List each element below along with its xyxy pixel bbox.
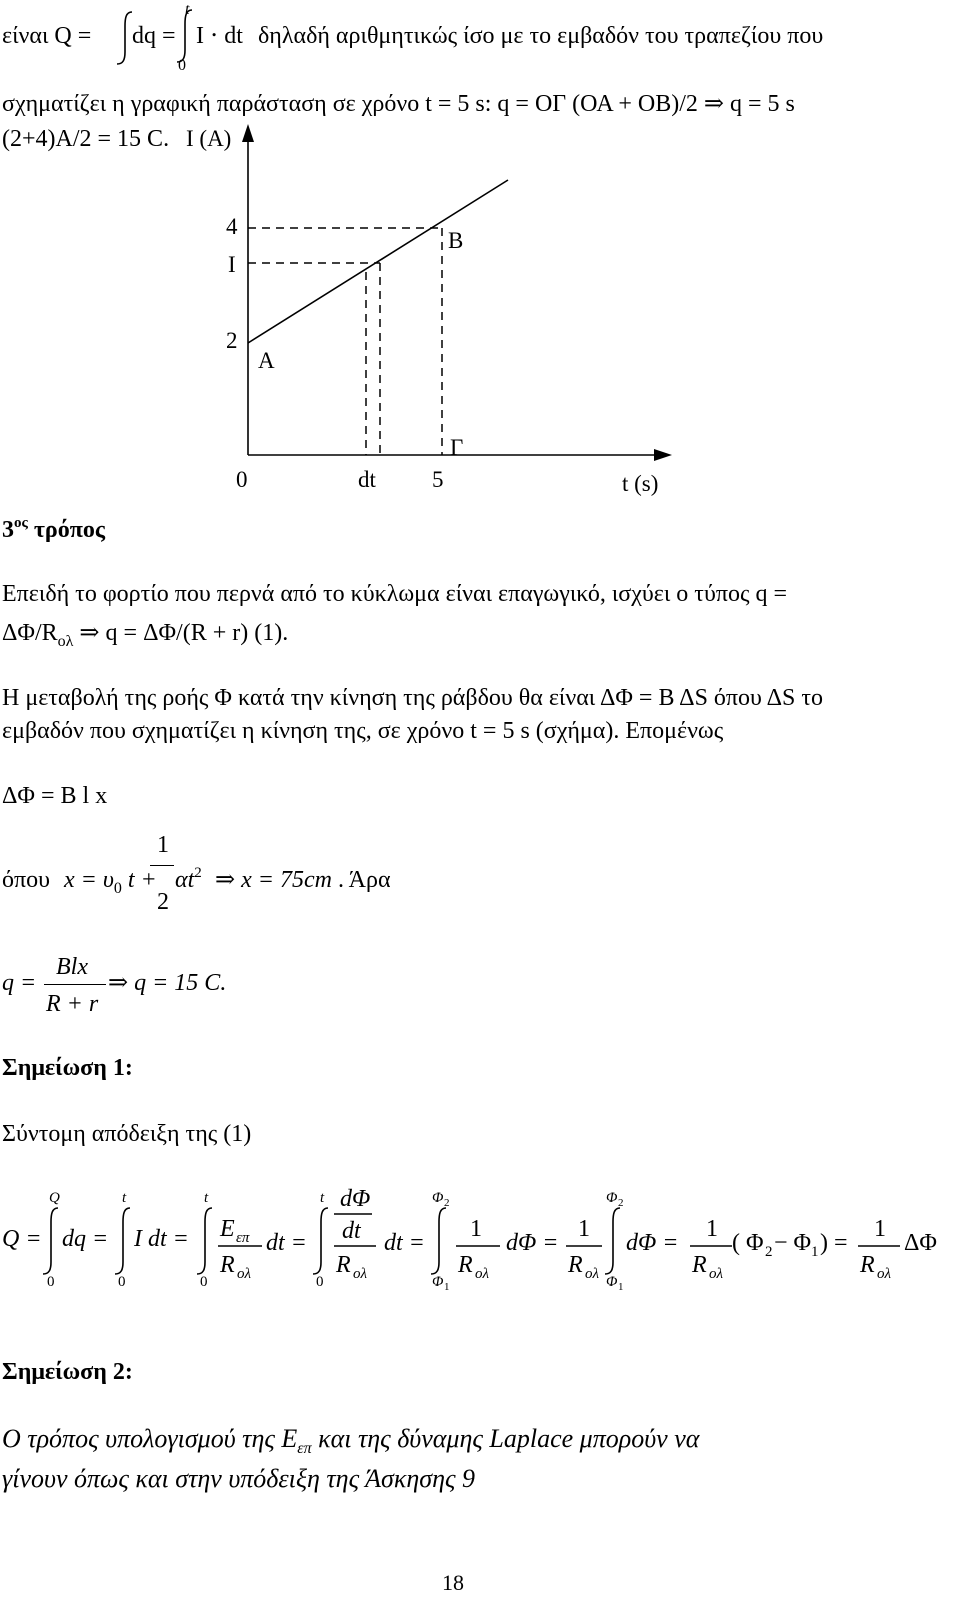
eq-x-lhs-text: x = υ	[64, 867, 114, 893]
proof-int4-lower: 0	[316, 1274, 324, 1290]
eq-x-suffix: . Άρα	[338, 867, 391, 893]
proof-DPhi: ΔΦ	[904, 1230, 937, 1256]
eq-x-prefix: όπου	[2, 867, 50, 893]
proof-R-6-sub: ολ	[877, 1266, 891, 1282]
eq-x-t: t +	[127, 867, 157, 893]
x-tick-dt: dt	[358, 467, 376, 492]
proof-dPhi-1: dΦ =	[506, 1230, 559, 1256]
eq-x-at: αt	[175, 867, 195, 893]
eq-x-frac-bar	[150, 865, 174, 866]
eq-x-result: ⇒ x = 75cm	[215, 867, 332, 893]
proof-Q: Q =	[2, 1226, 42, 1252]
integral-lower-0: 0	[178, 57, 186, 74]
proof-R-1: R	[220, 1252, 235, 1278]
intro-line-3: (2+4)A/2 = 15 C.	[2, 126, 170, 152]
proof-int5-lower: Φ	[432, 1274, 444, 1290]
point-G-label: Γ	[450, 435, 464, 460]
proof-R-3-sub: ολ	[475, 1266, 489, 1282]
y-axis-arrow	[242, 124, 254, 142]
eq-x-t-sup: 2	[194, 865, 202, 881]
proof-dPhi-num: dΦ	[340, 1186, 371, 1212]
para1-line-1: Επειδή το φορτίο που περνά από το κύκλωμα είναι επαγωγικό, ισχύει ο τύπος q =	[2, 581, 787, 607]
intro-text-a: είναι Q =	[2, 23, 92, 49]
proof-phi-diff: ( Φ	[732, 1230, 764, 1256]
note2-text-b: και της δύναμης Laplace μπορούν να	[318, 1424, 700, 1453]
proof-int6-upper: Φ	[606, 1190, 618, 1206]
y-axis-label: I (A)	[186, 126, 232, 151]
proof-integral-3	[197, 1208, 212, 1274]
intro-line-2: σχηματίζει η γραφική παράσταση σε χρόνο t = 5 s: q = ΟΓ (ΟΑ + ΟΒ)/2 ⇒ q = 5 s	[2, 91, 795, 117]
note2-sub: επ	[297, 1440, 312, 1457]
current-line	[248, 180, 508, 343]
proof-phi1-sub: 1	[811, 1244, 819, 1260]
proof-one-3: 1	[706, 1216, 718, 1242]
proof-R-1-sub: ολ	[237, 1266, 251, 1282]
method-heading	[2, 515, 106, 543]
proof-int6-lower: Φ	[606, 1274, 618, 1290]
x-tick-0: 0	[236, 467, 248, 492]
proof-int5-lower-sub: 1	[444, 1281, 450, 1293]
method-number: 3	[2, 517, 14, 543]
integral-upper-t: t	[185, 1, 190, 18]
note1-subtitle: Σύντομη απόδειξη της (1)	[2, 1121, 252, 1147]
note1-title: Σημείωση 1:	[2, 1055, 133, 1081]
proof-equation	[0, 1180, 960, 1300]
proof-dt-1: dt =	[266, 1230, 307, 1256]
para1-r-sub: ολ	[57, 633, 74, 650]
para2-line-1: Η μεταβολή της ροής Φ κατά την κίνηση της ράβδου θα είναι ΔΦ = Β ΔS όπου ΔS το	[2, 685, 824, 711]
proof-int4-upper: t	[320, 1190, 325, 1206]
proof-int6-lower-sub: 1	[618, 1281, 624, 1293]
proof-int6-upper-sub: 2	[618, 1197, 624, 1209]
proof-integral-4	[313, 1208, 328, 1274]
eq-q-result: ⇒ q = 15 C.	[108, 970, 227, 996]
method-suffix: ος	[14, 515, 28, 531]
y-tick-I: I	[228, 252, 236, 277]
proof-int3-lower: 0	[200, 1274, 208, 1290]
proof-E-sub: επ	[236, 1230, 250, 1246]
eq-q-lhs: q =	[2, 970, 37, 996]
proof-R-5: R	[692, 1252, 707, 1278]
proof-int2-lower: 0	[118, 1274, 126, 1290]
proof-one-2: 1	[578, 1216, 590, 1242]
note2-title: Σημείωση 2:	[2, 1359, 133, 1385]
proof-integral-5	[431, 1208, 446, 1274]
eq-x-v0-sub: 0	[113, 880, 122, 897]
proof-one-4: 1	[874, 1216, 886, 1242]
proof-R-2-sub: ολ	[353, 1266, 367, 1282]
page-number: 18	[442, 1570, 464, 1595]
eq-q-frac-bar	[44, 984, 106, 985]
y-tick-2: 2	[226, 328, 238, 353]
intro-text-c: I ⋅ dt	[196, 23, 243, 49]
proof-dq: dq =	[62, 1226, 109, 1252]
proof-close: ) =	[820, 1230, 848, 1256]
proof-integral-2	[115, 1208, 130, 1274]
note2-line-1	[2, 1424, 700, 1457]
eq-x-at2	[175, 865, 202, 893]
proof-int5-upper: Φ	[432, 1190, 444, 1206]
proof-E: E	[220, 1216, 235, 1242]
proof-dPhi-2: dΦ =	[626, 1230, 679, 1256]
proof-integral-6	[605, 1208, 620, 1274]
para2-line-2: εμβαδόν που σχηματίζει η κίνηση της, σε χρόνο t = 5 s (σχήμα). Επομένως	[2, 718, 724, 744]
eq-x-frac-den: 2	[157, 889, 169, 915]
para1-line-2	[2, 620, 289, 650]
para1-dphi-r: ΔΦ/R	[2, 620, 58, 646]
eq-delta-phi: ΔΦ = Β l x	[2, 783, 108, 809]
proof-R-2: R	[336, 1252, 351, 1278]
proof-phi2-sub: 2	[765, 1244, 773, 1260]
intro-text-b: dq =	[132, 23, 176, 49]
eq-x-lhs	[64, 867, 157, 897]
current-time-graph	[0, 0, 960, 560]
eq-q-num: Blx	[56, 954, 88, 980]
eq-x-frac-num: 1	[157, 832, 169, 858]
point-A-label: A	[258, 348, 275, 373]
method-word: τρόπος	[33, 517, 106, 543]
note2-text-a: Ο τρόπος υπολογισμού της E	[2, 1424, 298, 1453]
proof-int5-upper-sub: 2	[444, 1197, 450, 1209]
note2-line-2: γίνουν όπως και στην υπόδειξη της Άσκησης 9	[2, 1464, 476, 1493]
proof-int1-lower: 0	[47, 1274, 55, 1290]
proof-Idt: I dt =	[134, 1226, 189, 1252]
y-tick-4: 4	[226, 214, 238, 239]
eq-q-den: R + r	[46, 991, 99, 1017]
proof-R-4: R	[568, 1252, 583, 1278]
proof-dt-den: dt	[342, 1218, 361, 1244]
proof-R-5-sub: ολ	[709, 1266, 723, 1282]
proof-R-3: R	[458, 1252, 473, 1278]
x-axis-label: t (s)	[622, 471, 659, 496]
proof-R-4-sub: ολ	[585, 1266, 599, 1282]
x-tick-5: 5	[432, 467, 444, 492]
proof-integral-1	[43, 1208, 58, 1274]
proof-R-6: R	[860, 1252, 875, 1278]
proof-int1-upper: Q	[49, 1190, 60, 1206]
x-axis-arrow	[654, 449, 672, 461]
point-B-label: B	[448, 228, 464, 253]
proof-one-1: 1	[470, 1216, 482, 1242]
para1-rest: ⇒ q = ΔΦ/(R + r) (1).	[79, 620, 289, 646]
proof-int2-upper: t	[122, 1190, 127, 1206]
proof-minus-phi1: − Φ	[774, 1230, 812, 1256]
intro-text-d: δηλαδή αριθμητικώς ίσο με το εμβαδόν του τραπεζίου που	[258, 23, 824, 49]
proof-dt-2: dt =	[384, 1230, 425, 1256]
proof-int3-upper: t	[204, 1190, 209, 1206]
